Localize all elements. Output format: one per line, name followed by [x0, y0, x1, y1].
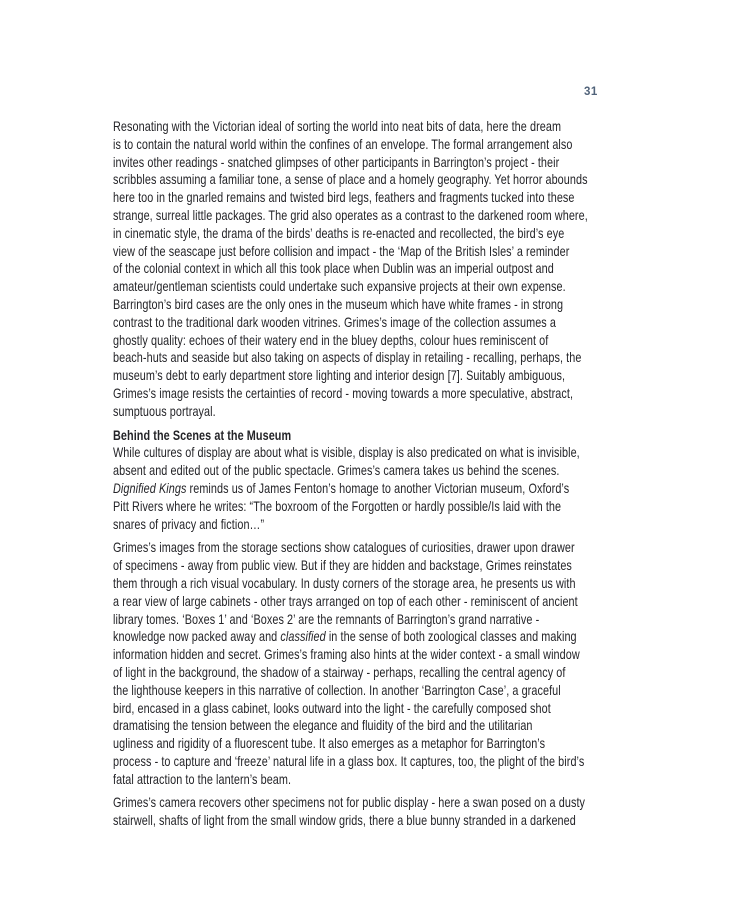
- section-heading: Behind the Scenes at the Museum: [113, 426, 292, 443]
- paragraph-3: [113, 539, 625, 788]
- text-line: [113, 628, 577, 646]
- text-line: bird, encased in a glass cabinet, looks outward into the light - the carefully composed shot: [113, 699, 551, 716]
- text-line: fatal attraction to the lantern’s beam.: [113, 770, 292, 787]
- text-line: information hidden and secret. Grimes’s framing also hints at the wider context - a small window: [113, 646, 580, 663]
- text-line: ghostly quality: echoes of their watery end in the bluey depths, colour hues reminiscent of: [113, 331, 549, 348]
- text-line: Pitt Rivers where he writes: “The boxroom of the Forgotten or hardly possible/Is laid with the: [113, 497, 562, 514]
- text-line: strange, surreal little packages. The grid also operates as a contrast to the darkened room where,: [113, 206, 588, 223]
- text-line: them through a rich visual vocabulary. In dusty corners of the storage area, he presents us with: [113, 574, 576, 591]
- text-line: of specimens - away from public view. But if they are hidden and backstage, Grimes reinstates: [113, 557, 572, 574]
- text-segment: reminds us of James Fenton’s homage to another Victorian museum, Oxford’s: [186, 479, 570, 496]
- text-line: Grimes’s image resists the certainties of record - moving towards a more speculative, abstract,: [113, 384, 574, 401]
- text-line: view of the seascape just before collision and impact - the ‘Map of the British Isles’ a reminder: [113, 242, 570, 259]
- text-block: [113, 118, 625, 830]
- text-line: stairwell, shafts of light from the small window grids, there a blue bunny stranded in a darkened: [113, 812, 576, 829]
- text-line: the lighthouse keepers in this narrative of collection. In another ‘Barrington Case’, a graceful: [113, 681, 561, 698]
- text-line: [113, 479, 570, 498]
- page-number: 31: [584, 86, 598, 98]
- text-line: Grimes’s camera recovers other specimens not for public display - here a swan posed on a dusty: [113, 794, 586, 811]
- text-line: library tomes. ‘Boxes 1’ and ‘Boxes 2’ are the remnants of Barrington’s grand narrative -: [113, 610, 540, 627]
- text-line: scribbles assuming a familiar tone, a sense of place and a homely geography. Yet horror abounds: [113, 171, 588, 188]
- text-line: Barrington’s bird cases are the only ones in the museum which have white frames - in strong: [113, 295, 564, 312]
- text-line: While cultures of display are about what is visible, display is also predicated on what is invisible,: [113, 444, 580, 461]
- italic-work-title: Dignified Kings: [113, 479, 187, 496]
- text-line: Resonating with the Victorian ideal of sorting the world into neat bits of data, here the dream: [113, 118, 562, 134]
- paragraph-2: [113, 444, 625, 533]
- text-segment: in the sense of both zoological classes and making: [325, 628, 577, 645]
- text-line: contrast to the traditional dark wooden vitrines. Grimes’s image of the collection assumes a: [113, 313, 556, 330]
- text-line: is to contain the natural world within the confines of an envelope. The formal arrangement also: [113, 135, 573, 152]
- text-line: here too in the gnarled remains and twisted bird legs, feathers and fragments tucked into these: [113, 189, 575, 206]
- text-line: snares of privacy and fiction…”: [113, 515, 265, 532]
- text-line: amateur/gentleman scientists could undertake such expansive projects at their own expense.: [113, 278, 566, 295]
- text-line: sumptuous portrayal.: [113, 402, 216, 419]
- text-segment: knowledge now packed away and: [113, 628, 281, 645]
- text-line: museum’s debt to early department store lighting and interior design [7]. Suitably ambiguous,: [113, 367, 566, 384]
- text-line: beach-huts and seaside but also taking on aspects of display in retailing - recalling, perhaps, the: [113, 349, 582, 366]
- text-line: a rear view of large cabinets - other trays arranged on top of each other - reminiscent of ancient: [113, 592, 578, 609]
- text-line: in cinematic style, the drama of the birds’ deaths is re-enacted and recollected, the bird’s eye: [113, 224, 565, 241]
- text-line: dramatising the tension between the elegance and fluidity of the bird and the utilitarian: [113, 717, 533, 734]
- text-line: ugliness and rigidity of a fluorescent tube. It also emerges as a metaphor for Barrington’s: [113, 735, 546, 752]
- paragraph-4: [113, 794, 625, 830]
- text-line: of light in the background, the shadow of a stairway - perhaps, recalling the central agency of: [113, 663, 566, 680]
- text-line: process - to capture and ‘freeze’ natural life in a glass box. It captures, too, the plight of the bird’s: [113, 752, 585, 769]
- text-line: absent and edited out of the public spectacle. Grimes’s camera takes us behind the scenes.: [113, 462, 560, 479]
- text-line: of the colonial context in which all this took place when Dublin was an imperial outpost and: [113, 260, 554, 277]
- paragraph-1: [113, 118, 625, 421]
- italic-word: classified: [280, 628, 326, 645]
- text-line: Grimes’s images from the storage sections show catalogues of curiosities, drawer upon drawer: [113, 539, 575, 556]
- text-line: invites other readings - snatched glimpses of other participants in Barrington’s project - their: [113, 153, 560, 170]
